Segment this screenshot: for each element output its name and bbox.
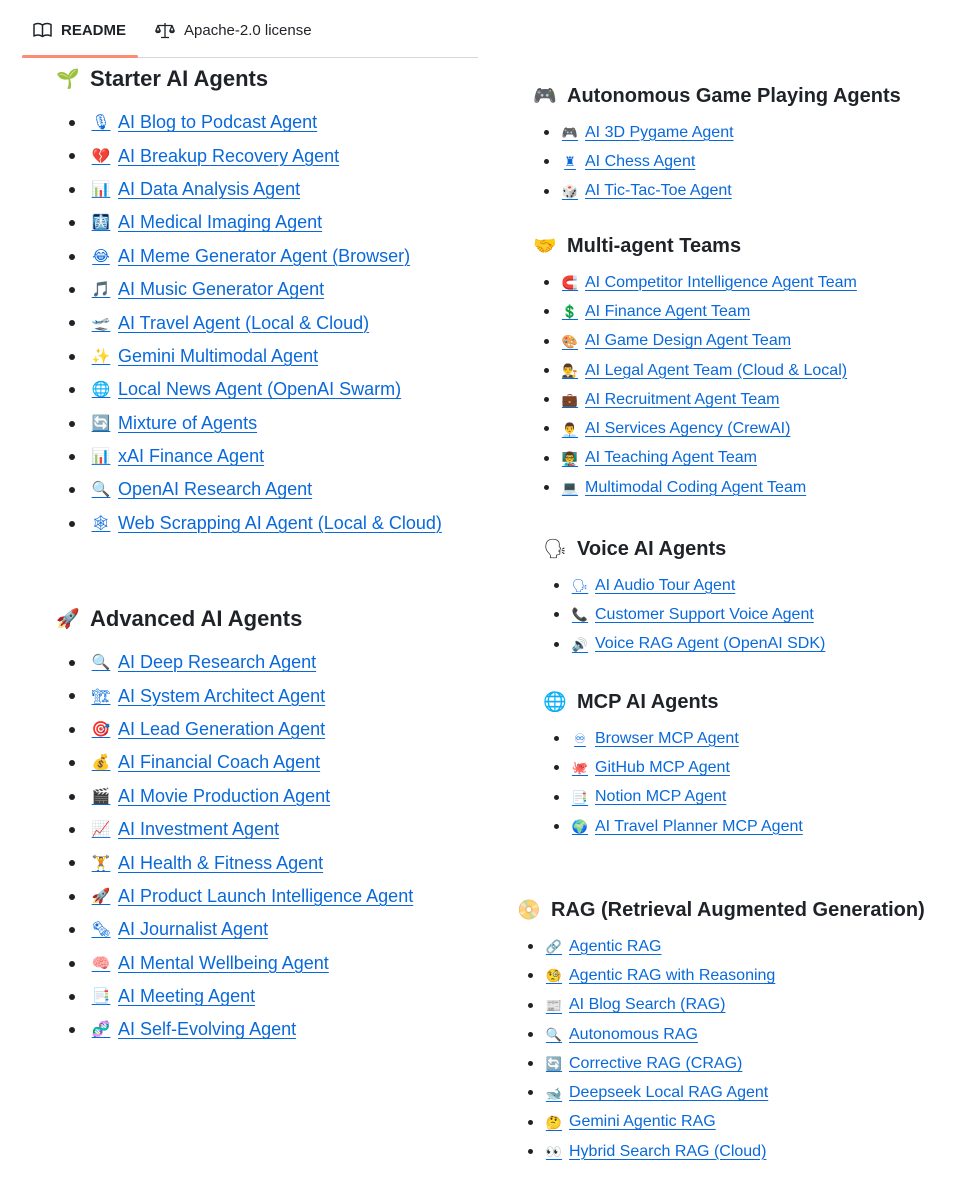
agent-link-label: Agentic RAG: [569, 937, 662, 955]
agent-link[interactable]: [561, 153, 695, 171]
list-item: [56, 373, 442, 406]
agent-link[interactable]: [90, 279, 324, 300]
agent-link[interactable]: [90, 246, 410, 267]
list-item: [533, 473, 857, 502]
list-item: [56, 713, 413, 746]
agent-emoji-icon: 🚀: [91, 887, 111, 905]
bullet-icon: [69, 927, 75, 933]
list-item: [543, 571, 825, 600]
agent-emoji-icon: 🎙: [91, 114, 111, 132]
agent-link[interactable]: [545, 1143, 766, 1161]
bullet-icon: [528, 1032, 533, 1037]
list-item: [56, 139, 442, 172]
bullet-icon: [69, 860, 75, 866]
section-header: [543, 689, 803, 715]
agent-list: [517, 932, 925, 1166]
agent-link-label: AI Self-Evolving Agent: [118, 1019, 297, 1040]
list-item: [543, 812, 803, 841]
agent-link-label: Notion MCP Agent: [595, 788, 727, 806]
agent-emoji-icon: ♜: [564, 154, 576, 170]
bullet-icon: [544, 397, 549, 402]
agent-list: [543, 724, 803, 841]
agent-link[interactable]: [561, 420, 790, 438]
list-item: [533, 444, 857, 473]
section-rag: [517, 897, 925, 1166]
agent-link[interactable]: [90, 752, 320, 773]
agent-emoji-icon: 📊: [91, 448, 111, 466]
tab-readme[interactable]: [32, 19, 126, 41]
list-item: [533, 385, 857, 414]
bullet-icon: [528, 1061, 533, 1066]
agent-link[interactable]: [561, 274, 857, 292]
agent-link-label: GitHub MCP Agent: [595, 758, 730, 776]
bullet-icon: [69, 760, 75, 766]
agent-emoji-icon: 🧬: [91, 1021, 111, 1039]
agent-link-label: Gemini Agentic RAG: [569, 1113, 716, 1131]
section-title: Voice AI Agents: [577, 537, 727, 560]
bullet-icon: [554, 612, 559, 617]
dvd-icon: 📀: [517, 899, 541, 921]
agent-link-label: AI Audio Tour Agent: [595, 576, 736, 594]
agent-link-label: Customer Support Voice Agent: [595, 605, 814, 623]
bullet-icon: [544, 368, 549, 373]
bullet-icon: [69, 487, 75, 493]
bullet-icon: [554, 642, 559, 647]
bullet-icon: [69, 794, 75, 800]
agent-emoji-icon: 🛫: [91, 314, 111, 332]
agent-link-label: AI Breakup Recovery Agent: [118, 145, 340, 166]
list-item: [56, 846, 413, 879]
bullet-icon: [69, 961, 75, 967]
agent-emoji-icon: 🧐: [545, 968, 563, 984]
agent-emoji-icon: 👨‍⚖️: [561, 363, 579, 379]
agent-emoji-icon: 🎯: [91, 720, 111, 738]
agent-link-label: AI Data Analysis Agent: [118, 178, 301, 199]
agent-link[interactable]: [90, 686, 325, 707]
list-item: [533, 268, 857, 297]
list-item: [56, 679, 413, 712]
bullet-icon: [69, 521, 75, 527]
agent-emoji-icon: 🐋: [545, 1085, 563, 1101]
bullet-icon: [69, 660, 75, 666]
list-item: [56, 507, 442, 540]
bullet-icon: [554, 583, 559, 588]
agent-link-label: AI Music Generator Agent: [118, 279, 325, 300]
agent-emoji-icon: 👨‍💼: [561, 421, 579, 437]
agent-link[interactable]: [545, 1084, 768, 1102]
list-item: [56, 440, 442, 473]
list-item: [56, 106, 442, 139]
agent-link[interactable]: [545, 1026, 698, 1044]
agent-emoji-icon: 🔄: [545, 1056, 563, 1072]
agent-link-label: AI Meeting Agent: [118, 986, 256, 1007]
section-title: Multi-agent Teams: [567, 234, 742, 257]
list-item: [517, 1108, 925, 1137]
agent-emoji-icon: 👀: [545, 1144, 563, 1160]
section-header: [533, 233, 857, 259]
agent-list: [56, 106, 442, 540]
section-header: [533, 83, 901, 109]
agent-link[interactable]: [90, 146, 339, 167]
agent-list: [533, 268, 857, 502]
list-item: [56, 947, 413, 980]
agent-list: [56, 646, 413, 1047]
bullet-icon: [554, 765, 559, 770]
section-title: Advanced AI Agents: [90, 606, 303, 631]
agent-emoji-icon: 💲: [561, 304, 579, 320]
agent-link-label: OpenAI Research Agent: [118, 479, 313, 500]
agent-emoji-icon: 🎲: [561, 183, 579, 199]
agent-link-label: Autonomous RAG: [569, 1025, 698, 1043]
agent-emoji-icon: 🔄: [91, 414, 111, 432]
bullet-icon: [544, 280, 549, 285]
agent-link[interactable]: [561, 362, 847, 380]
bullet-icon: [69, 1027, 75, 1033]
agent-link[interactable]: [545, 938, 661, 956]
agent-link-label: Hybrid Search RAG (Cloud): [569, 1142, 767, 1160]
list-item: [56, 646, 413, 679]
section-header: [517, 897, 925, 923]
bullet-icon: [554, 824, 559, 829]
agent-link-label: AI Movie Production Agent: [118, 785, 331, 806]
agent-emoji-icon: 🗞: [91, 921, 111, 939]
agent-link[interactable]: [90, 853, 323, 874]
agent-link-label: Corrective RAG (CRAG): [569, 1054, 743, 1072]
bullet-icon: [69, 454, 75, 460]
agent-link[interactable]: [90, 819, 279, 840]
agent-emoji-icon: 🌐: [91, 381, 111, 399]
agent-link-label: AI Recruitment Agent Team: [585, 390, 780, 408]
list-item: [533, 118, 901, 147]
agent-link[interactable]: [90, 1019, 296, 1040]
list-item: [533, 414, 857, 443]
bullet-icon: [528, 944, 533, 949]
agent-emoji-icon: 🔍: [91, 481, 111, 499]
agent-link[interactable]: [90, 919, 268, 940]
list-item: [56, 306, 442, 339]
agent-emoji-icon: 🔗: [545, 939, 563, 955]
bullet-icon: [69, 320, 75, 326]
list-item: [543, 630, 825, 659]
agent-link-label: Agentic RAG with Reasoning: [569, 966, 776, 984]
agent-link-label: AI Medical Imaging Agent: [118, 212, 323, 233]
list-item: [543, 600, 825, 629]
agent-link[interactable]: [571, 606, 814, 624]
list-item: [543, 724, 803, 753]
list-item: [533, 327, 857, 356]
bullet-icon: [69, 727, 75, 733]
bullet-icon: [544, 189, 549, 194]
section-advanced-ai-agents: [56, 606, 413, 1047]
list-item: [56, 880, 413, 913]
list-item: [533, 177, 901, 206]
list-item: [56, 273, 442, 306]
speaking-head-icon: 🗣: [542, 538, 568, 560]
agent-link[interactable]: [561, 391, 779, 409]
bullet-icon: [544, 426, 549, 431]
section-multi-agent-teams: [533, 233, 857, 502]
agent-emoji-icon: 💼: [561, 392, 579, 408]
agent-emoji-icon: 🐙: [571, 760, 589, 776]
bullet-icon: [544, 159, 549, 164]
list-item: [533, 297, 857, 326]
agent-link-label: AI Health & Fitness Agent: [118, 852, 324, 873]
agent-link-label: AI Travel Planner MCP Agent: [595, 817, 803, 835]
list-item: [517, 1020, 925, 1049]
list-item: [533, 147, 901, 176]
agent-link[interactable]: [90, 212, 322, 233]
bullet-icon: [528, 1090, 533, 1095]
list-item: [56, 813, 413, 846]
bullet-icon: [69, 387, 75, 393]
list-item: [56, 980, 413, 1013]
agent-link-label: AI Travel Agent (Local & Cloud): [118, 312, 370, 333]
agent-link[interactable]: [90, 953, 329, 974]
section-title: Starter AI Agents: [90, 66, 269, 91]
agent-emoji-icon: 🔍: [91, 654, 111, 672]
list-item: [56, 913, 413, 946]
agent-link[interactable]: [90, 379, 401, 400]
list-item: [56, 746, 413, 779]
agent-emoji-icon: 📞: [571, 607, 589, 623]
agent-link-label: AI Lead Generation Agent: [118, 718, 326, 739]
agent-link[interactable]: [561, 332, 791, 350]
agent-link-label: Mixture of Agents: [118, 412, 258, 433]
agent-link-label: AI Tic-Tac-Toe Agent: [585, 182, 732, 200]
agent-emoji-icon: 🎮: [561, 125, 579, 141]
agent-link[interactable]: [571, 788, 726, 806]
list-item: [517, 961, 925, 990]
bullet-icon: [554, 736, 559, 741]
agent-link[interactable]: [90, 886, 413, 907]
list-item: [543, 753, 803, 782]
agent-emoji-icon: 🏋: [91, 854, 111, 872]
globe-icon: 🌐: [543, 691, 567, 713]
section-voice-ai-agents: [543, 536, 825, 659]
section-header: [56, 606, 413, 632]
scale-icon: [155, 21, 175, 39]
agent-link-label: AI Game Design Agent Team: [585, 332, 792, 350]
agent-link[interactable]: [561, 449, 757, 467]
agent-link-label: Web Scrapping AI Agent (Local & Cloud): [118, 512, 442, 533]
agent-emoji-icon: 🌍: [571, 819, 589, 835]
agent-link[interactable]: [90, 446, 264, 467]
agent-link-label: AI Chess Agent: [585, 152, 696, 170]
agent-emoji-icon: 📑: [91, 988, 111, 1006]
agent-link[interactable]: [90, 652, 316, 673]
agent-link-label: AI 3D Pygame Agent: [585, 123, 734, 141]
list-item: [517, 932, 925, 961]
bullet-icon: [544, 309, 549, 314]
agent-emoji-icon: 🎬: [91, 787, 111, 805]
agent-emoji-icon: 💔: [91, 147, 111, 165]
agent-emoji-icon: 👨‍🏫: [561, 450, 579, 466]
book-icon: [32, 21, 52, 39]
agent-emoji-icon: 🩻: [91, 214, 111, 232]
agent-link[interactable]: [90, 479, 312, 500]
agent-emoji-icon: 🏗: [91, 687, 111, 705]
agent-link[interactable]: [571, 818, 803, 836]
agent-link[interactable]: [571, 577, 735, 595]
agent-link-label: AI Financial Coach Agent: [118, 752, 321, 773]
agent-link-label: AI Legal Agent Team (Cloud & Local): [585, 361, 848, 379]
list-item: [56, 407, 442, 440]
agent-emoji-icon: 📰: [545, 997, 563, 1013]
readme-tab-bar: [22, 0, 478, 58]
bullet-icon: [69, 354, 75, 360]
agent-link-label: AI Blog Search (RAG): [569, 996, 726, 1014]
bullet-icon: [69, 153, 75, 159]
bullet-icon: [544, 456, 549, 461]
agent-link[interactable]: [545, 1055, 742, 1073]
list-item: [517, 991, 925, 1020]
agent-emoji-icon: 📑: [571, 789, 589, 805]
agent-link-label: AI Deep Research Agent: [118, 652, 317, 673]
section-header: [56, 66, 442, 92]
agent-link-label: AI Competitor Intelligence Agent Team: [585, 273, 857, 291]
agent-emoji-icon: 🎨: [561, 333, 579, 349]
agent-link-label: AI Product Launch Intelligence Agent: [118, 885, 414, 906]
agent-link[interactable]: [561, 182, 732, 200]
bullet-icon: [544, 485, 549, 490]
list-item: [56, 340, 442, 373]
list-item: [56, 780, 413, 813]
bullet-icon: [528, 1149, 533, 1154]
bullet-icon: [69, 187, 75, 193]
agent-link-label: AI Services Agency (CrewAI): [585, 420, 791, 438]
agent-link-label: Deepseek Local RAG Agent: [569, 1084, 769, 1102]
list-item: [56, 173, 442, 206]
agent-link-label: AI Blog to Podcast Agent: [118, 112, 318, 133]
agent-link[interactable]: [90, 719, 325, 740]
agent-link[interactable]: [90, 986, 255, 1007]
agent-link[interactable]: [90, 786, 330, 807]
tab-license[interactable]: [155, 19, 312, 41]
agent-link[interactable]: [561, 124, 734, 142]
list-item: [543, 783, 803, 812]
list-item: [56, 240, 442, 273]
bullet-icon: [528, 1003, 533, 1008]
bullet-icon: [69, 287, 75, 293]
agent-emoji-icon: 🔊: [571, 636, 589, 652]
agent-link-label: Local News Agent (OpenAI Swarm): [118, 379, 402, 400]
agent-list: [543, 571, 825, 659]
agent-link[interactable]: [545, 996, 726, 1014]
bullet-icon: [69, 827, 75, 833]
agent-link[interactable]: [90, 513, 442, 534]
agent-emoji-icon: 🧠: [91, 954, 111, 972]
tab-license-label: Apache-2.0 license: [184, 21, 312, 39]
game-controller-icon: 🎮: [533, 85, 557, 107]
agent-link[interactable]: [571, 635, 825, 653]
agent-link-label: Browser MCP Agent: [595, 729, 739, 747]
section-title: MCP AI Agents: [577, 690, 719, 713]
agent-emoji-icon: 📊: [91, 180, 111, 198]
list-item: [517, 1137, 925, 1166]
list-item: [56, 206, 442, 239]
bullet-icon: [69, 220, 75, 226]
agent-link-label: AI Mental Wellbeing Agent: [118, 952, 329, 973]
agent-emoji-icon: 🔍: [545, 1027, 563, 1043]
list-item: [517, 1049, 925, 1078]
agent-link[interactable]: [90, 112, 317, 133]
agent-link-label: AI Investment Agent: [118, 819, 280, 840]
list-item: [517, 1078, 925, 1107]
agent-emoji-icon: 😂: [92, 247, 110, 265]
agent-emoji-icon: 📈: [91, 821, 111, 839]
agent-link[interactable]: [571, 759, 730, 777]
handshake-icon: 🤝: [533, 235, 557, 257]
agent-emoji-icon: 💰: [91, 754, 111, 772]
agent-link-label: AI Journalist Agent: [118, 919, 269, 940]
bullet-icon: [69, 254, 75, 260]
agent-link-label: AI Finance Agent Team: [585, 302, 751, 320]
list-item: [56, 473, 442, 506]
tab-readme-label: README: [61, 21, 127, 39]
bullet-icon: [554, 795, 559, 800]
section-title: RAG (Retrieval Augmented Generation): [551, 898, 925, 921]
bullet-icon: [69, 994, 75, 1000]
bullet-icon: [544, 130, 549, 135]
bullet-icon: [544, 339, 549, 344]
agent-link[interactable]: [561, 303, 750, 321]
agent-link-label: AI Teaching Agent Team: [585, 449, 757, 467]
agent-emoji-icon: ✨: [91, 347, 111, 365]
agent-emoji-icon: 🎵: [91, 281, 111, 299]
bullet-icon: [69, 894, 75, 900]
agent-link[interactable]: [90, 313, 369, 334]
agent-emoji-icon: 🧲: [561, 275, 579, 291]
section-game-playing-agents: [533, 83, 901, 206]
active-tab-underline: [22, 55, 138, 58]
agent-link-label: AI Meme Generator Agent (Browser): [118, 245, 411, 266]
agent-link-label: Gemini Multimodal Agent: [118, 345, 319, 366]
seedling-icon: 🌱: [56, 68, 80, 90]
agent-link[interactable]: [561, 479, 806, 497]
bullet-icon: [69, 693, 75, 699]
bullet-icon: [528, 973, 533, 978]
bullet-icon: [528, 1120, 533, 1125]
agent-link-label: Multimodal Coding Agent Team: [585, 478, 807, 496]
agent-list: [533, 118, 901, 206]
agent-link[interactable]: [90, 413, 257, 434]
rocket-icon: 🚀: [56, 608, 80, 630]
list-item: [533, 356, 857, 385]
section-mcp-ai-agents: [543, 689, 803, 841]
agent-link[interactable]: [545, 1113, 716, 1131]
agent-link[interactable]: [90, 346, 318, 367]
agent-emoji-icon: 🤔: [545, 1114, 563, 1130]
section-header: [543, 536, 825, 562]
agent-link[interactable]: [545, 967, 775, 985]
list-item: [56, 1013, 413, 1046]
agent-emoji-icon: 🗣: [571, 578, 589, 594]
agent-emoji-icon: ♾: [574, 731, 586, 747]
bullet-icon: [69, 120, 75, 126]
bullet-icon: [69, 421, 75, 427]
agent-link-label: Voice RAG Agent (OpenAI SDK): [595, 635, 826, 653]
agent-link-label: xAI Finance Agent: [118, 446, 265, 467]
agent-link[interactable]: [90, 179, 300, 200]
agent-link-label: AI System Architect Agent: [118, 685, 326, 706]
agent-link[interactable]: [571, 730, 739, 748]
agent-emoji-icon: 💻: [561, 480, 579, 496]
agent-emoji-icon: 🕸: [91, 514, 111, 532]
section-title: Autonomous Game Playing Agents: [567, 84, 901, 107]
section-starter-ai-agents: [56, 66, 442, 540]
